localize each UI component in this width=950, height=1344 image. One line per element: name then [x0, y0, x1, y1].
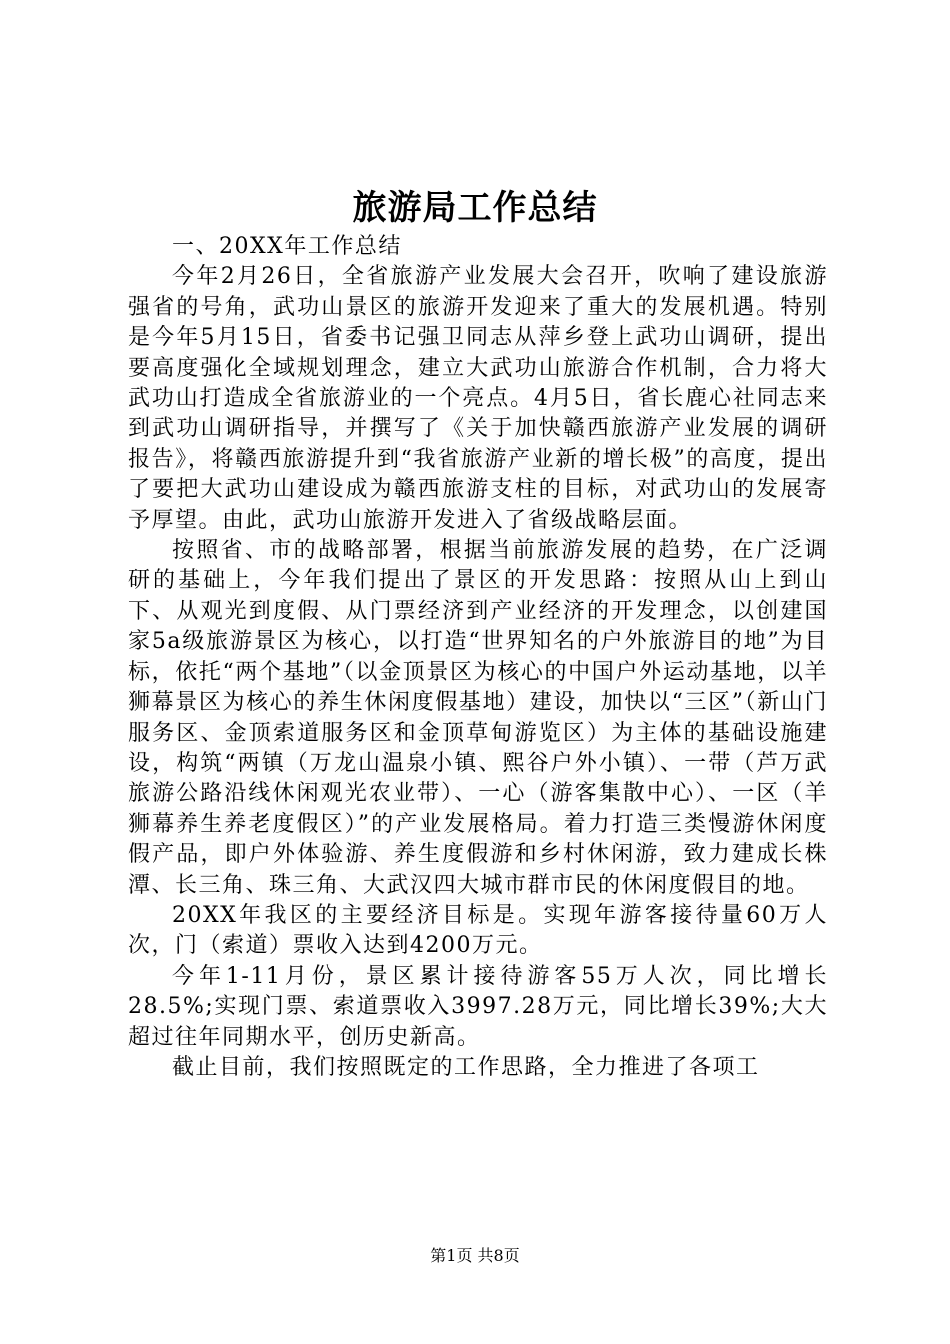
page-number-footer: 第1页 共8页	[430, 1246, 520, 1265]
paragraph: 截止目前，我们按照既定的工作思路，全力推进了各项工	[172, 1054, 760, 1080]
document-body	[128, 232, 828, 1083]
paragraph: 今年1-11月份，景区累计接待游客55万人次，同比增长28.5%;实现门票、索道票收入3997.28万元，同比增长39%;大大超过往年同期水平，创历史新高。	[128, 963, 828, 1050]
paragraph: 今年2月26日，全省旅游产业发展大会召开，吹响了建设旅游强省的号角，武功山景区的旅游开发迎来了重大的发展机遇。特别是今年5月15日，省委书记强卫同志从萍乡登上武功山调研，提出要高度强化全域规划理念，建立大武功山旅游合作机制，合力将大武功山打造成全省旅游业的一个亮点。4月5日，省长鹿心社同志来到武功山调研指导，并撰写了《关于加快赣西旅游产业发展的调研报告》，将赣西旅游提升到“我省旅游产业新的增长极”的高度，提出了要把大武功山建设成为赣西旅游支柱的目标，对武功山的发展寄予厚望。由此，武功山旅游开发进入了省级战略层面。	[128, 264, 828, 533]
section-heading: 一、20XX年工作总结	[172, 234, 402, 259]
document-title: 旅游局工作总结	[352, 188, 598, 228]
paragraph: 按照省、市的战略部署，根据当前旅游发展的趋势，在广泛调研的基础上，今年我们提出了景区的开发思路：按照从山上到山下、从观光到度假、从门票经济到产业经济的开发理念，以创建国家5a级旅游景区为核心，以打造“世界知名的户外旅游目的地”为目标，依托“两个基地”（以金顶景区为核心的中国户外运动基地，以羊狮幕景区为核心的养生休闲度假基地）建设，加快以“三区”（新山门服务区、金顶索道服务区和金顶草甸游览区）为主体的基础设施建设，构筑“两镇（万龙山温泉小镇、熙谷户外小镇）、一带（芦万武旅游公路沿线休闲观光农业带）、一心（游客集散中心）、一区（羊狮幕养生养老度假区）”的产业发展格局。着力打造三类慢游休闲度假产品，即户外体验游、养生度假游和乡村休闲游，致力建成长株潭、长三角、珠三角、大武汉四大城市群市民的休闲度假目的地。	[128, 538, 828, 898]
paragraph: 20XX年我区的主要经济目标是。实现年游客接待量60万人次，门（索道）票收入达到4200万元。	[128, 902, 828, 959]
